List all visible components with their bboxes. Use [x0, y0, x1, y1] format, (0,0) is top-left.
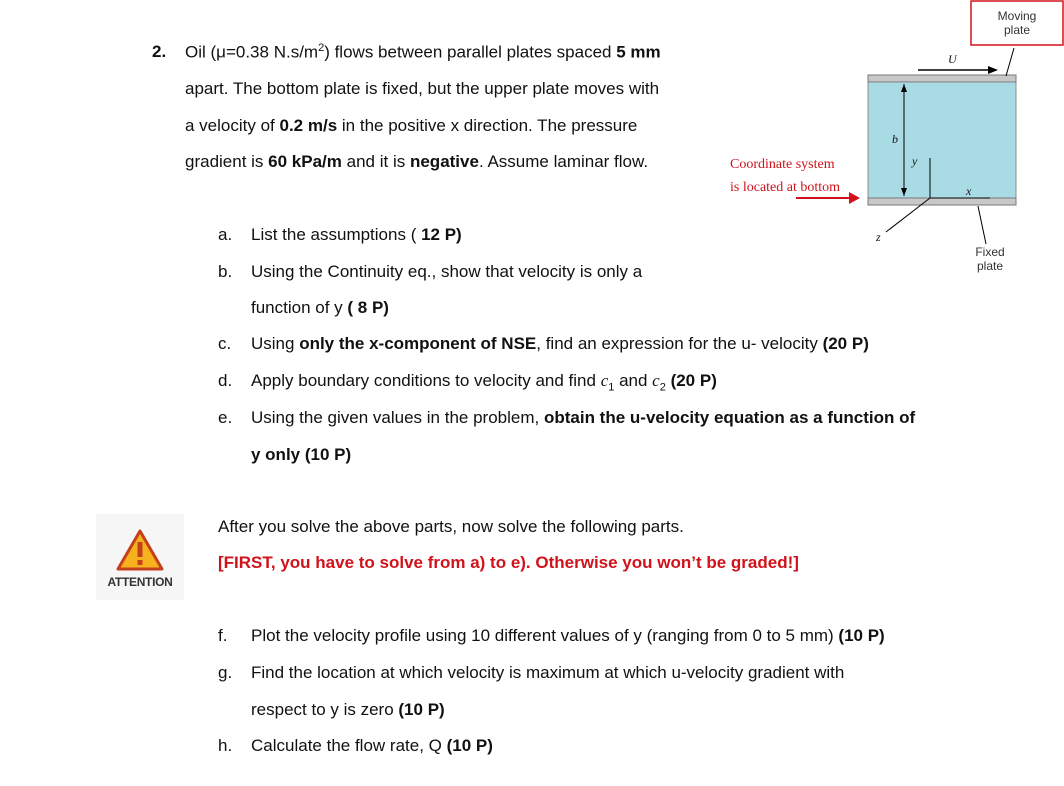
c1-symbol: c [600, 371, 609, 390]
part-b-label: b. [218, 262, 233, 281]
velocity-value: 0.2 m/s [279, 116, 338, 135]
y-label: y [912, 154, 918, 168]
spacing-value: 5 mm [616, 42, 661, 62]
part-text: , find an expression for the u- velocity [536, 334, 823, 353]
part-emphasis: obtain the u-velocity equation as a function of [539, 408, 916, 427]
c2-symbol: c [652, 371, 660, 390]
negative-keyword: negative [409, 152, 479, 171]
part-g-continued [251, 700, 445, 720]
attention-note: After you solve the above parts, now solve the following parts. [218, 517, 684, 536]
part-text: Using [251, 334, 300, 353]
problem-text: in the positive x direction. The pressure [341, 116, 638, 135]
pressure-gradient-value: 60 kPa/m [268, 152, 342, 171]
part-c-label: c. [218, 334, 232, 353]
part-emphasis: only the x-component of NSE [299, 334, 537, 353]
part-c-text [251, 334, 869, 354]
part-points: (10 P) [393, 700, 445, 719]
part-h-label: h. [218, 736, 233, 755]
part-e-label: e. [218, 408, 233, 427]
part-points: (10 P) [300, 445, 352, 464]
part-points: (10 P) [833, 626, 885, 645]
x-label: x [966, 184, 972, 198]
part-e-continued [251, 445, 351, 465]
label-line: plate [976, 259, 1004, 273]
label-line: Moving [997, 9, 1037, 23]
part-a-text [251, 225, 462, 245]
warning-icon [115, 528, 165, 572]
coordinate-note-line: is located at bottom [730, 180, 841, 195]
parallel-plate-figure [0, 0, 1064, 300]
coordinate-note-line: Coordinate system [730, 157, 835, 172]
part-text: and [614, 371, 653, 390]
part-text: Plot the velocity profile using 10 different values of y (ranging from 0 to 5 mm) [251, 626, 834, 645]
fixed-plate-leader [978, 206, 986, 244]
fixed-plate [868, 198, 1016, 205]
problem-text: a velocity of [185, 116, 275, 135]
part-d-text [251, 371, 717, 393]
part-points: (10 P) [441, 736, 493, 755]
part-d-label: d. [218, 371, 233, 390]
z-label: z [876, 230, 881, 244]
subscript: 1 [608, 381, 615, 394]
problem-text: ) flows between parallel plates spaced [324, 42, 612, 62]
problem-text: Oil (μ=0.38 N.s/m [185, 42, 319, 62]
moving-plate [868, 75, 1016, 82]
attention-label: ATTENTION [107, 575, 173, 589]
part-emphasis: y only [251, 445, 301, 464]
moving-plate-label [972, 9, 1062, 37]
part-text: Apply boundary conditions to velocity and find [251, 371, 596, 390]
problem-text: and it is [346, 152, 406, 171]
attention-warning: [FIRST, you have to solve from a) to e). Otherwise you won’t be graded!] [218, 553, 799, 572]
part-f-label: f. [218, 626, 228, 645]
part-points: (20 P) [822, 334, 869, 353]
part-points: 12 P) [416, 225, 462, 244]
subscript: 2 [659, 381, 666, 394]
part-f-text [251, 626, 885, 646]
moving-plate-leader [1006, 48, 1014, 76]
part-text: List the assumptions ( [251, 225, 417, 244]
fluid-region [868, 82, 1016, 198]
part-b-text: Using the Continuity eq., show that velocity is only a [251, 262, 643, 281]
part-a-label: a. [218, 225, 233, 244]
fixed-plate-label [972, 245, 1008, 273]
part-b-continued [251, 298, 389, 318]
problem-line-2: apart. The bottom plate is fixed, but the upper plate moves with [185, 79, 660, 98]
part-text: respect to y is zero [251, 700, 394, 719]
superscript: 2 [318, 42, 325, 54]
part-e-text [251, 408, 915, 428]
problem-number: 2. [152, 42, 167, 61]
label-line: plate [1003, 23, 1031, 37]
problem-text: gradient is [185, 152, 264, 171]
red-arrow-icon [849, 192, 860, 204]
part-h-text [251, 736, 493, 756]
u-label: U [948, 52, 957, 66]
part-text: Calculate the flow rate, Q [251, 736, 442, 755]
part-text: Using the given values in the problem, [251, 408, 540, 427]
part-g-label: g. [218, 663, 233, 682]
part-points: (20 P) [665, 371, 717, 390]
b-label: b [892, 132, 898, 146]
part-g-text: Find the location at which velocity is maximum at which u-velocity gradient with [251, 663, 845, 682]
problem-text: . Assume laminar flow. [478, 152, 649, 171]
label-line: Fixed [975, 245, 1005, 259]
velocity-arrow-icon [988, 66, 998, 74]
part-text: function of y [251, 298, 343, 317]
part-points: ( 8 P) [342, 298, 389, 317]
